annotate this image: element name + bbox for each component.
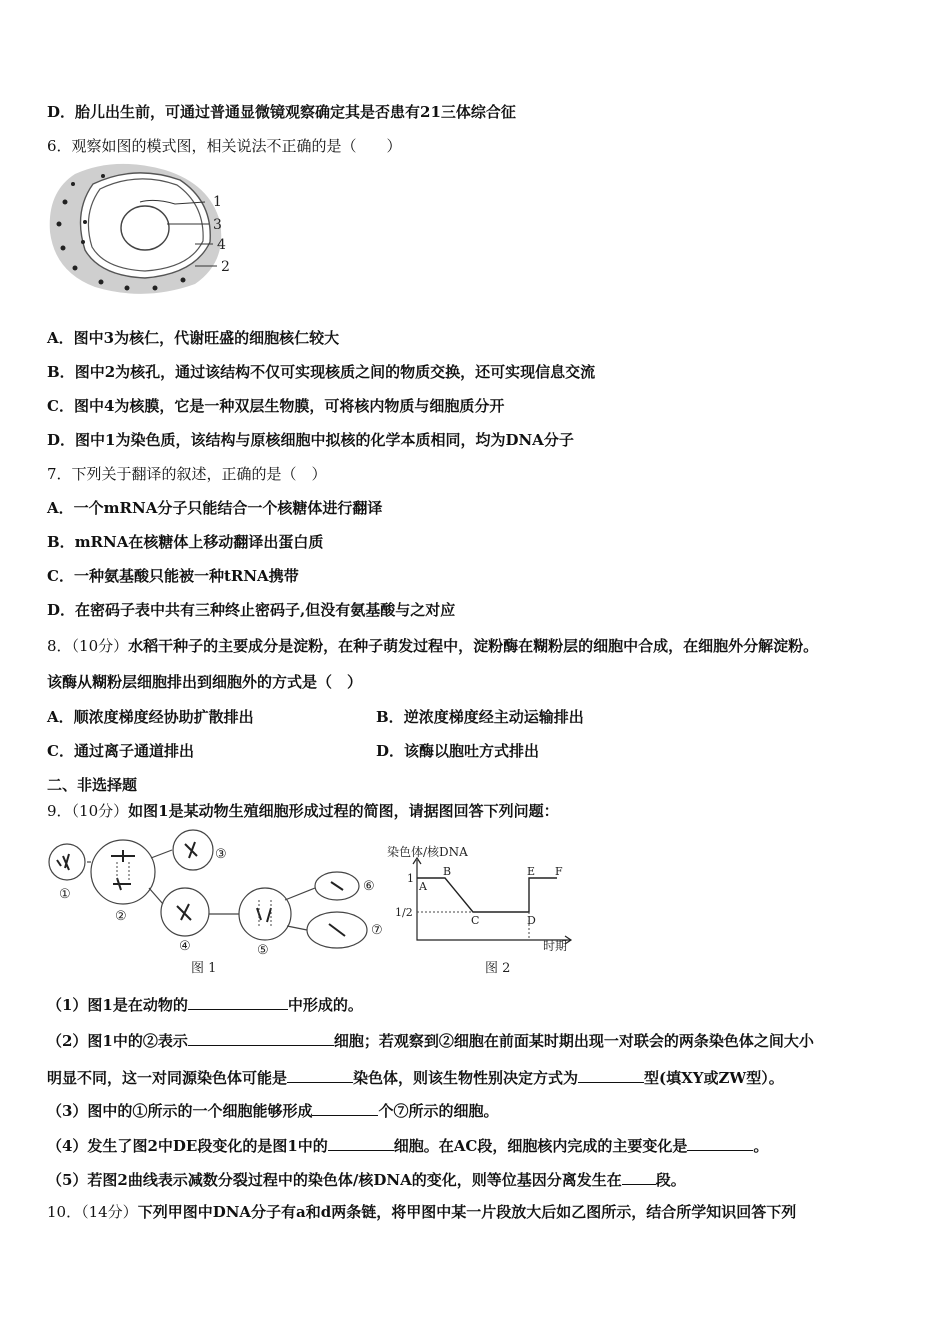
- q8-option-c: C．通过离子通道排出: [47, 742, 194, 760]
- q8-stem-2: 该酶从糊粉层细胞排出到细胞外的方式是（ ）: [47, 673, 363, 691]
- fig2-series-line: [417, 878, 557, 912]
- fig2-xlabel: 时期: [543, 939, 568, 953]
- q9-sub4-blank-2[interactable]: [687, 1134, 753, 1151]
- q8-option-d: D．该酶以胞吐方式排出: [376, 742, 540, 760]
- q9-sub2-line1: （2）图1中的②表示 细胞；若观察到②细胞在前面某时期出现一对联会的两条染色体之间大小: [47, 1029, 814, 1051]
- q8-option-b: B．逆浓度梯度经主动运输排出: [376, 708, 584, 726]
- q7-option-b: B．mRNA在核糖体上移动翻译出蛋白质: [47, 533, 324, 551]
- fig2-point-label-B: B: [443, 865, 452, 878]
- q7-option-c: C．一种氨基酸只能被一种tRNA携带: [47, 567, 299, 585]
- fig2-point-label-C: C: [471, 914, 480, 927]
- fig-label-4: 4: [217, 237, 226, 253]
- q9-sub1: （1）图1是在动物的 中形成的。: [47, 993, 363, 1015]
- section-2-title: 二、非选择题: [47, 776, 138, 794]
- q9-sub4-blank-1[interactable]: [328, 1134, 394, 1151]
- q6-option-b: B．图中2为核孔，通过该结构不仅可实现核质之间的物质交换，还可实现信息交流: [47, 363, 596, 381]
- q6-option-c: C．图中4为核膜，它是一种双层生物膜，可将核内物质与细胞质分开: [47, 397, 505, 415]
- fig-label-2: 2: [221, 259, 230, 275]
- q10-stem: 10．（14分）下列甲图中DNA分子有a和d两条链，将甲图中某一片段放大后如乙图所示，结合所学知识回答下列: [47, 1203, 797, 1221]
- fig1-label-4: ④: [179, 939, 191, 954]
- q8-stem-1: 8．（10分）水稻干种子的主要成分是淀粉，在种子萌发过程中，淀粉酶在糊粉层的细胞中合成，在细胞外分解淀粉。: [47, 637, 819, 655]
- figure-2-chart: [385, 842, 585, 977]
- fig1-label-6: ⑥: [363, 879, 375, 894]
- fig1-caption: 图 1: [191, 961, 217, 976]
- q9-sub2-blank-1[interactable]: [188, 1029, 334, 1046]
- q5-option-d: D．胎儿出生前，可通过普通显微镜观察确定其是否患有21三体综合征: [47, 103, 516, 121]
- figure-1-cell-division: [45, 830, 385, 980]
- q9-sub2-blank-3[interactable]: [578, 1066, 644, 1083]
- q9-sub4: （4）发生了图2中DE段变化的是图1中的 细胞。在AC段，细胞核内完成的主要变化是 。: [47, 1134, 768, 1156]
- q6-option-a: A．图中3为核仁，代谢旺盛的细胞核仁较大: [47, 329, 340, 347]
- q9-sub1-blank[interactable]: [188, 993, 288, 1010]
- q9-sub5-blank[interactable]: [622, 1168, 656, 1185]
- fig2-axis-lines: [417, 860, 571, 940]
- q9-sub3: （3）图中的①所示的一个细胞能够形成 个⑦所示的细胞。: [47, 1099, 498, 1121]
- fig2-point-label-A: A: [419, 880, 427, 893]
- fig1-label-1: ①: [59, 887, 71, 902]
- fig-label-1: 1: [213, 194, 222, 210]
- q9-stem: 9．（10分）如图1是某动物生殖细胞形成过程的简图，请据图回答下列问题：: [47, 802, 559, 820]
- q6-stem: 6．观察如图的模式图，相关说法不正确的是（ ）: [47, 137, 402, 155]
- fig2-ytick-1: 1/2: [395, 906, 413, 919]
- fig2-caption: 图 2: [485, 961, 511, 976]
- q7-option-d: D．在密码子表中共有三种终止密码子,但没有氨基酸与之对应: [47, 601, 456, 619]
- q9-sub2-blank-2[interactable]: [287, 1066, 353, 1083]
- fig2-point-label-F: F: [555, 865, 563, 878]
- fig1-label-7: ⑦: [371, 923, 383, 938]
- fig1-label-5: ⑤: [257, 943, 269, 958]
- fig1-label-3: ③: [215, 847, 227, 862]
- fig1-label-2: ②: [115, 909, 127, 924]
- q7-option-a: A．一个mRNA分子只能结合一个核糖体进行翻译: [47, 499, 383, 517]
- fig2-ytick-0: 1: [407, 872, 414, 885]
- q7-stem: 7．下列关于翻译的叙述，正确的是（ ）: [47, 465, 327, 483]
- q9-sub5: （5）若图2曲线表示减数分裂过程中的染色体/核DNA的变化，则等位基因分离发生在 段。: [47, 1168, 686, 1190]
- fig2-point-label-E: E: [527, 865, 536, 878]
- q6-option-d: D．图中1为染色质，该结构与原核细胞中拟核的化学本质相同，均为DNA分子: [47, 431, 574, 449]
- fig-label-3: 3: [213, 217, 222, 233]
- q8-option-a: A．顺浓度梯度经协助扩散排出: [47, 708, 254, 726]
- nucleolus: [121, 206, 169, 250]
- fig2-ylabel: 染色体/核DNA: [387, 845, 468, 859]
- nucleus-figure: [45, 162, 245, 297]
- q9-sub2-line2: 明显不同，这一对同源染色体可能是 染色体，则该生物性别决定方式为 型(填XY或ZW型）。: [47, 1066, 784, 1088]
- fig2-point-label-D: D: [527, 914, 536, 927]
- q9-sub3-blank[interactable]: [312, 1099, 378, 1116]
